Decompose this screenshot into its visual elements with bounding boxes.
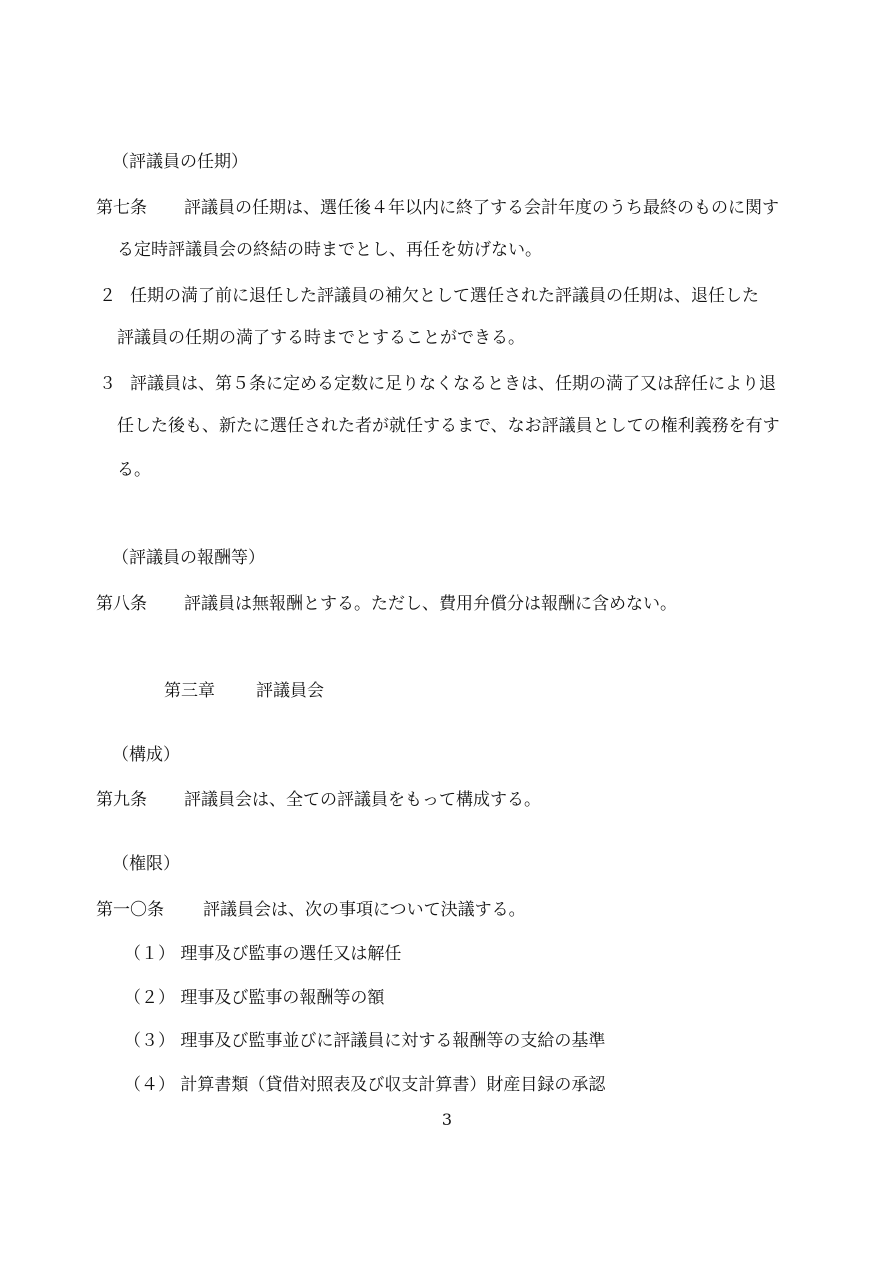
paragraph-text: 任した後も、新たに選任された者が就任するまで、なお評議員としての権利義務を有す: [117, 416, 780, 436]
chapter-number: 第三章: [164, 681, 215, 701]
article-text: 評議員会は、全ての評議員をもって構成する。: [184, 790, 541, 810]
paragraph-text: 任期の満了前に退任した評議員の補欠として選任された評議員の任期は、退任した: [130, 286, 759, 306]
article-heading: （評議員の任期）: [112, 152, 248, 172]
list-item: （４） 計算書類（貸借対照表及び収支計算書）財産目録の承認: [124, 1075, 606, 1095]
article-number: 第九条: [96, 790, 147, 810]
article-number: 第七条: [96, 198, 147, 218]
article-heading: （評議員の報酬等）: [112, 548, 265, 568]
article-heading: （権限）: [112, 854, 180, 874]
list-item: （３） 理事及び監事並びに評議員に対する報酬等の支給の基準: [124, 1031, 606, 1051]
article-text: 評議員会は、次の事項について決議する。: [203, 900, 526, 920]
paragraph-text: 評議員は、第５条に定める定数に足りなくなるときは、任期の満了又は辞任により退: [130, 374, 776, 394]
article-number: 第八条: [96, 594, 147, 614]
paragraph-number: ３: [99, 374, 116, 394]
article-heading: （構成）: [112, 745, 180, 765]
article-number: 第一〇条: [96, 900, 164, 920]
article-text: る定時評議員会の終結の時までとし、再任を妨げない。: [117, 240, 542, 260]
article-text: 評議員は無報酬とする。ただし、費用弁償分は報酬に含めない。: [184, 594, 677, 614]
paragraph-number: ２: [99, 286, 116, 306]
paragraph-text: る。: [117, 460, 151, 480]
page-number: 3: [441, 1110, 453, 1129]
chapter-title: 評議員会: [256, 681, 324, 701]
list-item: （１） 理事及び監事の選任又は解任: [124, 944, 402, 964]
article-text: 評議員の任期は、選任後４年以内に終了する会計年度のうち最終のものに関す: [184, 198, 779, 218]
paragraph-text: 評議員の任期の満了する時までとすることができる。: [117, 328, 525, 348]
list-item: （２） 理事及び監事の報酬等の額: [124, 988, 385, 1008]
